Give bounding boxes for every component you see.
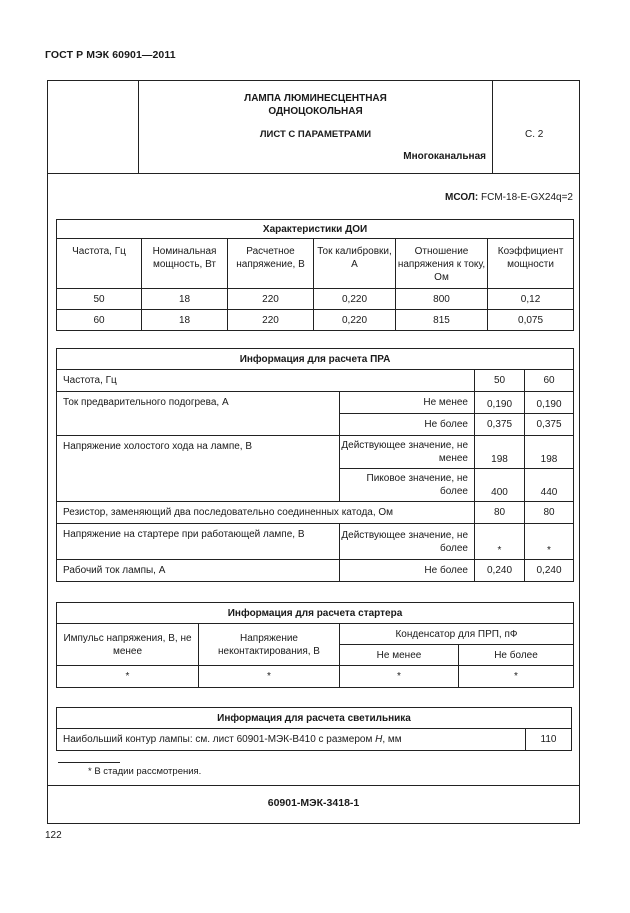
doi-cell: 800 [396,289,488,310]
pra-ocv-label: Напряжение холостого хода на лампе, В [57,436,340,502]
pra-resistor-60: 80 [525,502,574,524]
footnote: * В стадии рассмотрения. [88,766,202,777]
pra-current-label: Рабочий ток лампы, А [57,560,340,582]
pra-preheat-min-label: Не менее [340,392,475,414]
table-row [57,370,574,392]
starter-cell: * [340,666,459,688]
pra-current-50: 0,240 [475,560,525,582]
pra-freq-60: 60 [525,370,574,392]
pra-current-60: 0,240 [525,560,574,582]
mcol-value: FCM-18-E-GX24q=2 [478,192,573,203]
pra-resistor-label: Резистор, заменяющий два последовательно соединенных катода, Ом [57,502,475,524]
table-row [57,502,574,524]
starter-cell: * [459,666,574,688]
pra-title: Информация для расчета ПРА [57,349,574,370]
pra-preheat-min-50: 0,190 [475,392,525,414]
luminaire-text-var: H [375,734,383,745]
starter-header-cap-min: Не менее [340,645,459,666]
starter-cell: * [57,666,199,688]
table-row [57,310,574,331]
table-row [57,436,574,469]
table-row [57,666,574,688]
pra-preheat-label: Ток предварительного подогрева, А [57,392,340,436]
pra-table [56,348,574,582]
luminaire-text-suffix: , мм [382,734,402,745]
doi-cell: 220 [228,289,314,310]
luminaire-table [56,707,572,751]
doi-header-pf: Коэффициент мощности [488,239,574,289]
table-row [57,524,574,560]
doi-cell: 18 [142,310,228,331]
doi-cell: 0,220 [314,289,396,310]
starter-table [56,602,574,688]
doi-header-power: Номинальная мощность, Вт [142,239,228,289]
pra-preheat-max-label: Не более [340,414,475,436]
pra-ocv-peak-60: 440 [525,469,574,502]
table-row [57,560,574,582]
pra-ocv-rms-60: 198 [525,436,574,469]
header-title-line2: ОДНОЦОКОЛЬНАЯ [268,106,363,117]
footer-top-line [48,785,579,786]
mcol-line [300,192,573,203]
pra-freq-50: 50 [475,370,525,392]
starter-title: Информация для расчета стартера [57,603,574,624]
header-title-line1: ЛАМПА ЛЮМИНЕСЦЕНТНАЯ [244,93,387,104]
doi-header-freq: Частота, Гц [57,239,142,289]
header-divider-right [492,81,493,173]
pra-ocv-peak-50: 400 [475,469,525,502]
doi-cell: 0,220 [314,310,396,331]
pra-ocv-peak-label: Пиковое значение, не более [340,469,475,502]
header-title [139,92,492,118]
starter-header-capacitor: Конденсатор для ПРП, пФ [340,624,574,645]
pra-starter-v-rms-label: Действующее значение, не более [340,524,475,560]
pra-starter-v-60: * [525,524,574,560]
luminaire-title: Информация для расчета светильника [57,708,572,729]
header-subtitle: ЛИСТ С ПАРАМЕТРАМИ [259,129,372,140]
starter-header-cap-max: Не более [459,645,574,666]
doi-cell: 0,075 [488,310,574,331]
header-page-ref: С. 2 [525,129,544,140]
doi-cell: 18 [142,289,228,310]
luminaire-value: 110 [526,729,572,751]
pra-starter-v-50: * [475,524,525,560]
doi-cell: 220 [228,310,314,331]
mcol-label: МСОЛ: [445,192,479,203]
starter-header-impulse: Импульс напряжения, В, не менее [57,624,199,666]
header-bottom-line [48,173,579,174]
doi-header-voltage: Расчетное напряжение, В [228,239,314,289]
doi-cell: 60 [57,310,142,331]
pra-preheat-max-50: 0,375 [475,414,525,436]
luminaire-text [57,729,526,751]
doi-header-current: Ток калибровки, А [314,239,396,289]
pra-current-max-label: Не более [340,560,475,582]
pra-freq-label: Частота, Гц [57,370,475,392]
pra-preheat-min-60: 0,190 [525,392,574,414]
header-variant: Многоканальная [403,151,486,162]
page-number: 122 [45,830,62,841]
doi-title: Характеристики ДОИ [57,220,574,239]
table-row [57,289,574,310]
document-code: ГОСТ Р МЭК 60901—2011 [45,49,176,61]
footnote-divider [58,762,120,763]
pra-starter-v-label: Напряжение на стартере при работающей лампе, В [57,524,340,560]
pra-ocv-rms-50: 198 [475,436,525,469]
doi-cell: 815 [396,310,488,331]
table-row [57,729,572,751]
doi-cell: 50 [57,289,142,310]
doi-header-ratio: Отношение напряжения к току, Ом [396,239,488,289]
table-row [57,392,574,414]
starter-cell: * [199,666,340,688]
pra-preheat-max-60: 0,375 [525,414,574,436]
starter-header-noncontact: Напряжение неконтактирования, В [199,624,340,666]
doi-table [56,219,574,331]
luminaire-text-prefix: Наибольший контур лампы: см. лист 60901-МЭК-В410 с размером [63,734,376,745]
footer-code: 60901-МЭК-3418-1 [267,797,360,809]
pra-ocv-rms-label: Действующее значение, не менее [340,436,475,469]
pra-resistor-50: 80 [475,502,525,524]
doi-cell: 0,12 [488,289,574,310]
